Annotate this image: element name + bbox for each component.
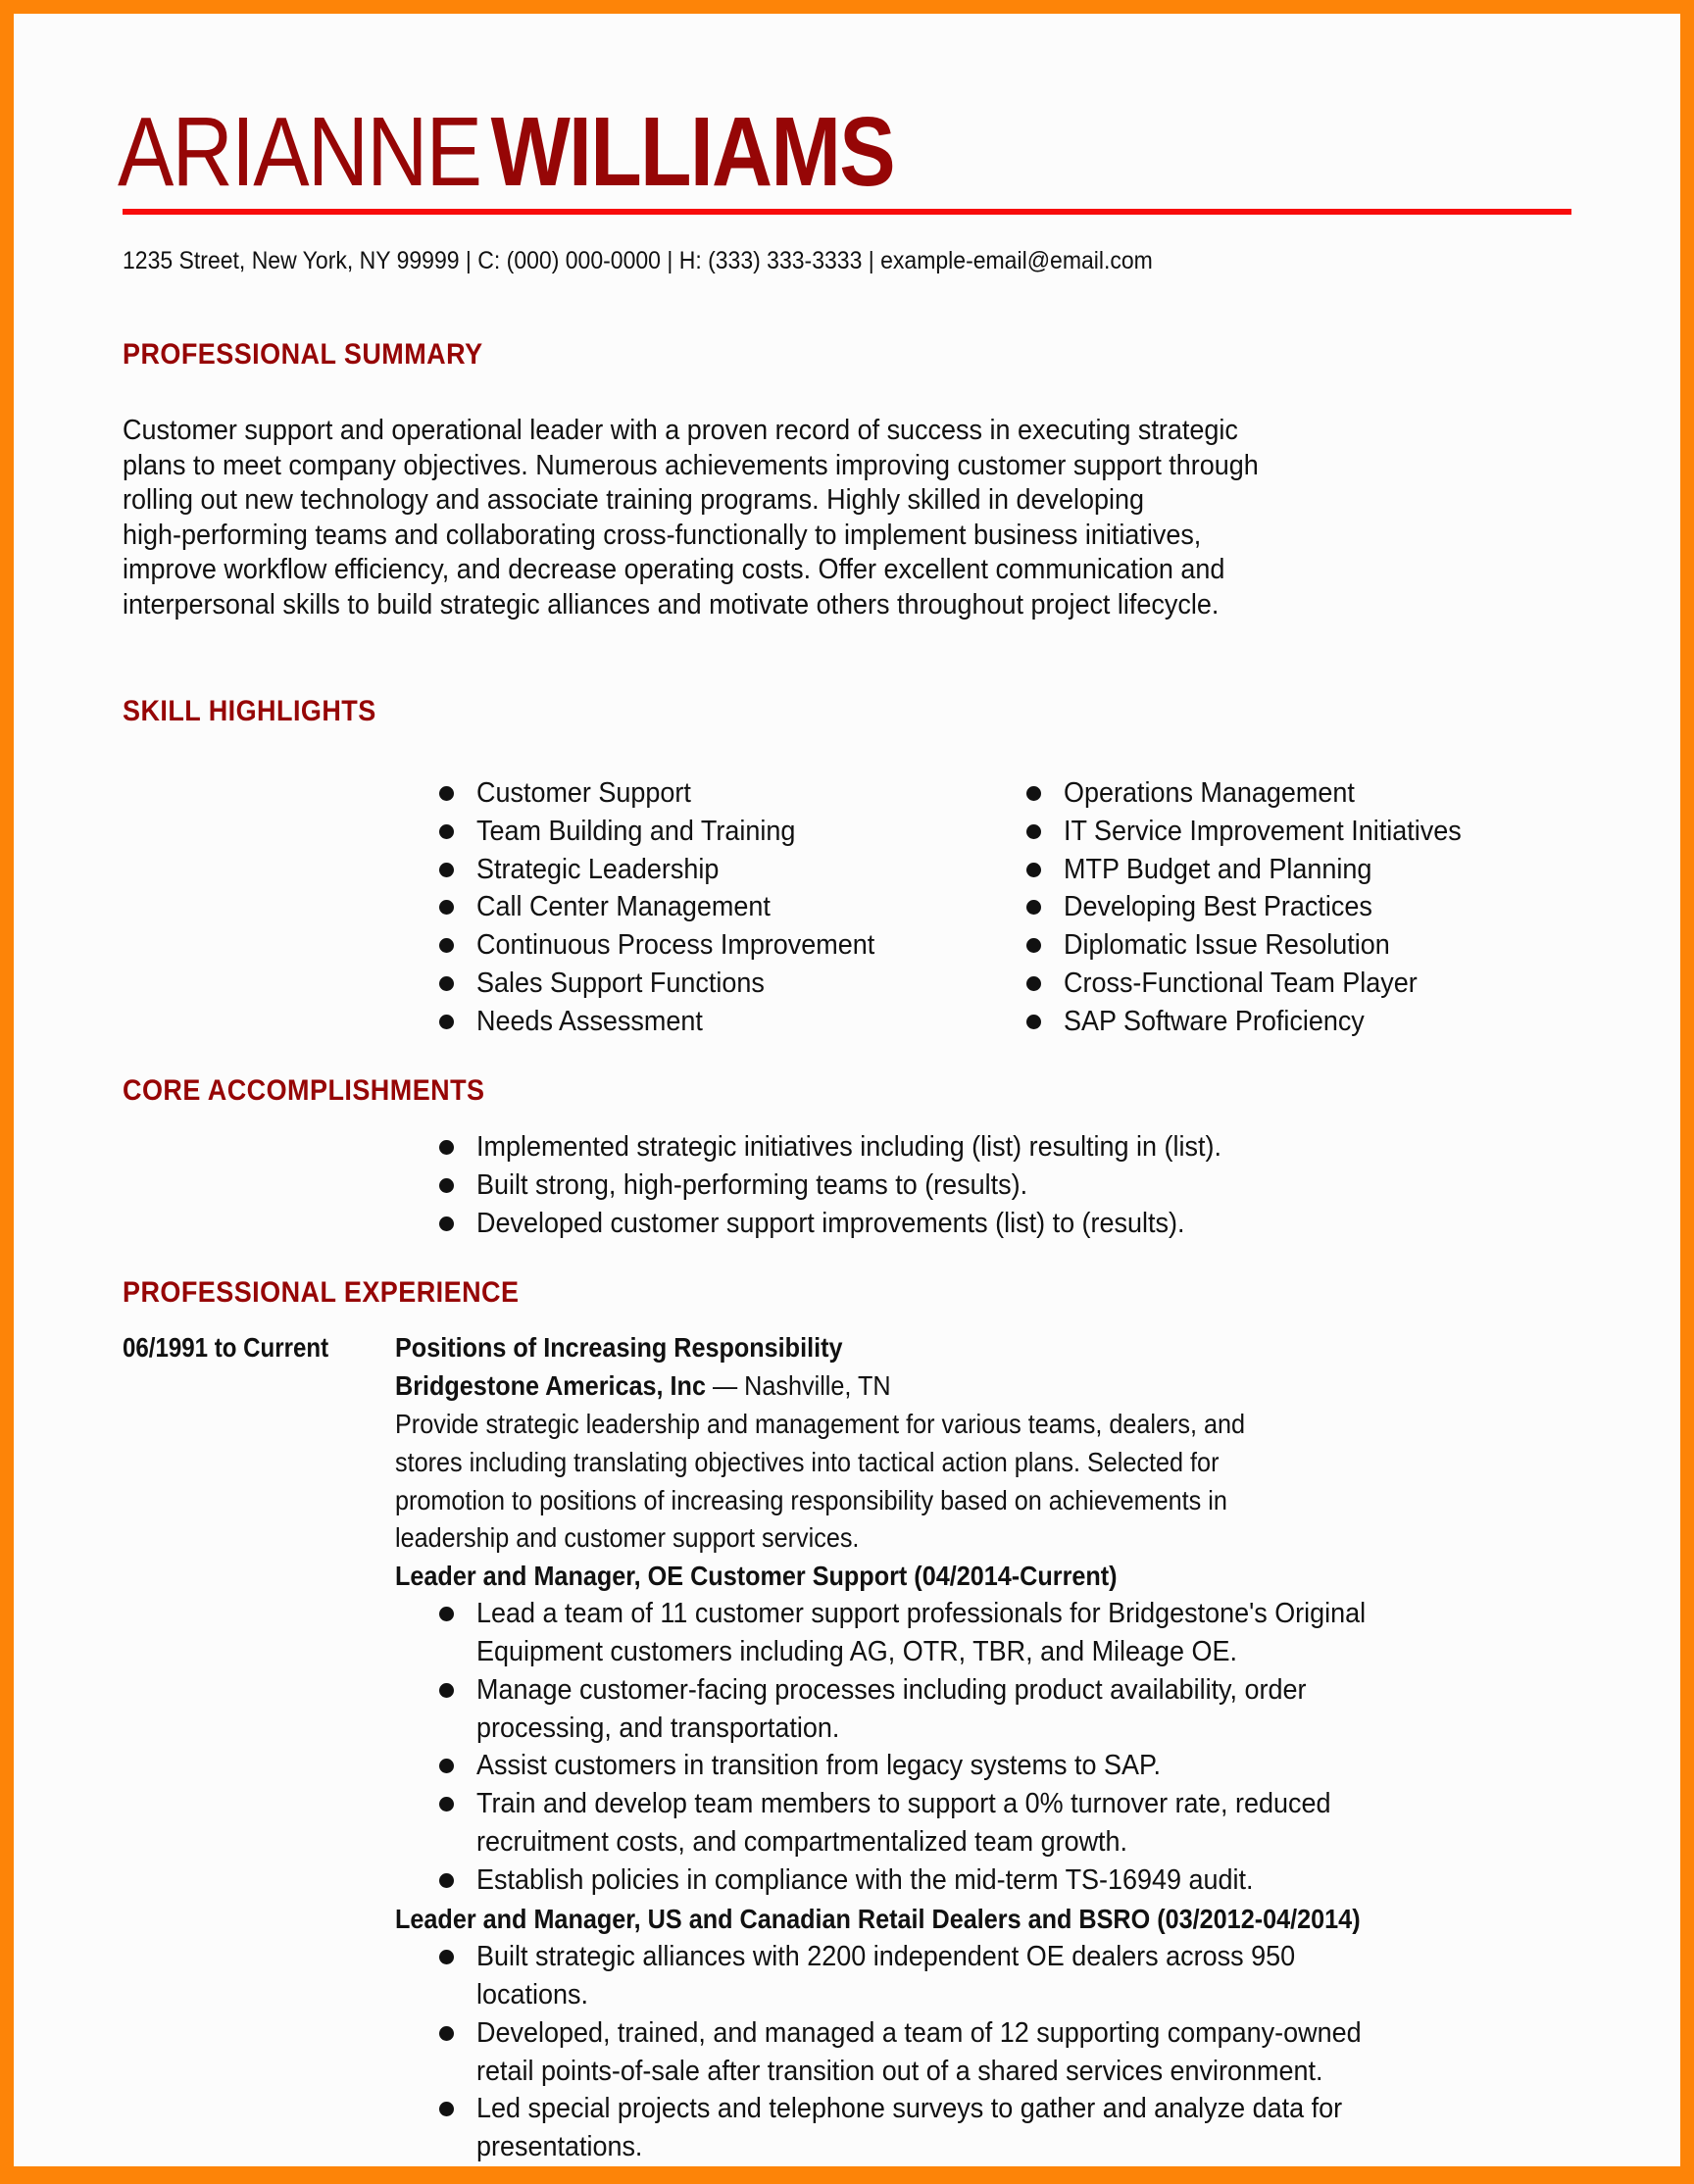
bullet-icon <box>439 1607 454 1621</box>
bullet-icon <box>439 900 454 915</box>
section-heading-skills: SKILL HIGHLIGHTS <box>123 695 376 727</box>
bullet-icon <box>439 1797 454 1812</box>
summary-line: rolling out new technology and associate training programs. Highly skilled in developing <box>123 484 1144 517</box>
description-line: leadership and customer support services. <box>395 1522 860 1553</box>
bullet-icon <box>1026 976 1041 991</box>
job-title: Positions of Increasing Responsibility <box>395 1332 843 1363</box>
company-line <box>395 1366 891 1405</box>
summary-line: Customer support and operational leader with a proven record of success in executing strategic <box>123 415 1238 446</box>
bullet-icon <box>1026 938 1041 953</box>
first-name: ARIANNE <box>118 97 481 207</box>
bullet-icon <box>439 1216 454 1231</box>
description-line: promotion to positions of increasing responsibility based on achievements in <box>395 1485 1227 1515</box>
bullet-icon <box>439 863 454 877</box>
bullet-icon <box>1026 900 1041 915</box>
bullet-icon <box>439 1178 454 1193</box>
company-location: Nashville, TN <box>744 1370 891 1401</box>
bullet-icon <box>1026 824 1041 839</box>
summary-line: plans to meet company objectives. Numerous achievements improving customer support through <box>123 449 1259 481</box>
bullet-icon <box>439 1683 454 1698</box>
candidate-name <box>118 98 894 206</box>
last-name: WILLIAMS <box>490 97 894 207</box>
job-dates: 06/1991 to Current <box>123 1332 329 1363</box>
bullet-icon <box>439 2102 454 2116</box>
bullet-icon <box>439 1873 454 1888</box>
role-title: Leader and Manager, OE Customer Support (04/2014-Current) <box>395 1561 1118 1591</box>
summary-line: improve workflow efficiency, and decrease operating costs. Offer excellent communication and <box>123 554 1225 586</box>
company-name: Bridgestone Americas, Inc <box>395 1370 706 1401</box>
summary-line: high-performing teams and collaborating cross-functionally to implement business initiatives, <box>123 519 1202 551</box>
description-line: Provide strategic leadership and management for various teams, dealers, and <box>395 1409 1246 1439</box>
header-divider <box>123 209 1571 215</box>
bullet-icon <box>439 2026 454 2041</box>
separator: — <box>705 1370 745 1401</box>
bullet-icon <box>439 1015 454 1029</box>
role-title: Leader and Manager, US and Canadian Retail Dealers and BSRO (03/2012-04/2014) <box>395 1904 1361 1934</box>
bullet-icon <box>439 938 454 953</box>
bullet-icon <box>1026 1015 1041 1029</box>
bullet-icon <box>439 824 454 839</box>
bullet-icon <box>439 976 454 991</box>
bullet-icon <box>439 786 454 801</box>
bullet-icon <box>439 1759 454 1773</box>
bullet-icon <box>439 1950 454 1964</box>
description-line: stores including translating objectives into tactical action plans. Selected for <box>395 1447 1220 1477</box>
bullet-icon <box>1026 863 1041 877</box>
bullet-icon <box>1026 786 1041 801</box>
bullet-icon <box>439 1140 454 1155</box>
section-heading-summary: PROFESSIONAL SUMMARY <box>123 338 483 371</box>
summary-line: interpersonal skills to build strategic alliances and motivate others throughout project lifecycle. <box>123 588 1220 620</box>
section-heading-experience: PROFESSIONAL EXPERIENCE <box>123 1276 520 1309</box>
summary-paragraph <box>123 414 1259 623</box>
section-heading-accomplishments: CORE ACCOMPLISHMENTS <box>123 1074 485 1107</box>
contact-info: 1235 Street, New York, NY 99999 | C: (000) 000-0000 | H: (333) 333-3333 | example-email@email.com <box>123 247 1153 274</box>
